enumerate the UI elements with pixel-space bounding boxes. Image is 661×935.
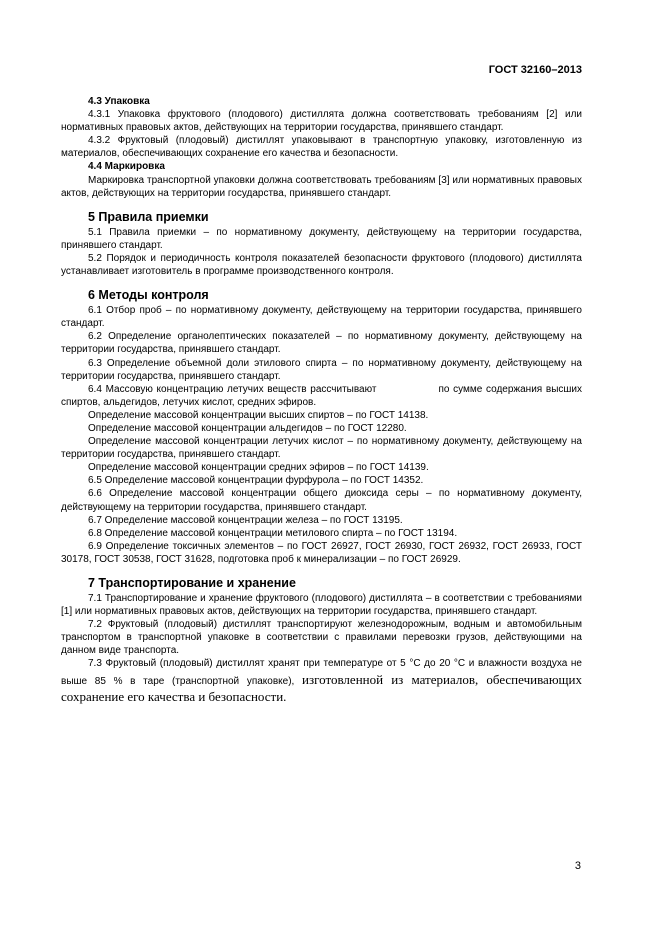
paragraph-6-4-part-b: по сумме содержания высших спиртов, альдегидов, летучих кислот, средних эфиров. bbox=[61, 383, 582, 408]
paragraph-6-9: 6.9 Определение токсичных элементов – по ГОСТ 26927, ГОСТ 26930, ГОСТ 26932, ГОСТ 26933, ГОСТ 30178, ГОСТ 30538, ГОСТ 31628, подготовка проб к минерализации – по ГОСТ 26929. bbox=[61, 540, 582, 565]
paragraph-5-1: 5.1 Правила приемки – по нормативному документу, действующему на территории государства, принявшего стандарт. bbox=[61, 226, 582, 251]
paragraph-4-3-2: 4.3.2 Фруктовый (плодовый) дистиллят упаковывают в транспортную упаковку, изготовленную из материалов, обеспечивающих сохранение его качества и безопасности. bbox=[61, 135, 582, 160]
paragraph-7-3-part-a: 7.3 Фруктовый (плодовый) дистиллят хранят при температуре от 5 °С до 20 °С и влажности воздуха не выше 85 % в таре (транспортной упаковке), bbox=[61, 658, 582, 687]
paragraph-higher-alcohols: Определение массовой концентрации высших спиртов – по ГОСТ 14138. bbox=[88, 409, 429, 421]
paragraph-7-3 bbox=[61, 657, 582, 704]
section-heading-6: 6 Методы контроля bbox=[88, 288, 209, 303]
paragraph-6-6: 6.6 Определение массовой концентрации общего диоксида серы – по нормативному документу, действующему на территории государства, принявшего стандарт. bbox=[61, 488, 582, 513]
paragraph-aldehydes: Определение массовой концентрации альдегидов – по ГОСТ 12280. bbox=[88, 422, 407, 434]
paragraph-6-3: 6.3 Определение объемной доли этилового спирта – по нормативному документу, действующему на территории государства, принявшего стандарт. bbox=[61, 357, 582, 382]
paragraph-4-3-1: 4.3.1 Упаковка фруктового (плодового) дистиллята должна соответствовать требованиям [2] или нормативных правовых актов, действующих на территории государства, принявшего стандарт. bbox=[61, 109, 582, 134]
document-code-header: ГОСТ 32160–2013 bbox=[488, 64, 582, 76]
paragraph-6-5: 6.5 Определение массовой концентрации фурфурола – по ГОСТ 14352. bbox=[88, 475, 424, 487]
paragraph-4-4: Маркировка транспортной упаковки должна соответствовать требованиям [3] или нормативных правовых актов, действующих на территории государства, принявшего стандарт. bbox=[61, 174, 582, 199]
paragraph-6-4 bbox=[61, 383, 582, 409]
paragraph-7-1: 7.1 Транспортирование и хранение фруктового (плодового) дистиллята – в соответствии с требованиями [1] или нормативных правовых актов, действующих на территории государства, принявшего стандарт. bbox=[61, 593, 582, 618]
document-body bbox=[61, 95, 582, 705]
section-heading-7: 7 Транспортирование и хранение bbox=[88, 576, 296, 590]
section-heading-5: 5 Правила приемки bbox=[88, 209, 209, 224]
paragraph-6-4-part-a: 6.4 Массовую концентрацию летучих веществ рассчитывают bbox=[88, 383, 377, 395]
paragraph-esters: Определение массовой концентрации средних эфиров – по ГОСТ 14139. bbox=[88, 462, 429, 474]
paragraph-6-8: 6.8 Определение массовой концентрации метилового спирта – по ГОСТ 13194. bbox=[88, 527, 458, 539]
paragraph-5-2: 5.2 Порядок и периодичность контроля показателей безопасности фруктового (плодового) дистиллята устанавливает изготовитель в программе производственного контроля. bbox=[61, 252, 582, 278]
paragraph-6-1: 6.1 Отбор проб – по нормативному документу, действующему на территории государства, принявшего стандарт. bbox=[61, 305, 582, 330]
paragraph-6-2: 6.2 Определение органолептических показателей – по нормативному документу, действующему на территории государства, принявшего стандарт. bbox=[61, 331, 582, 356]
paragraph-7-2: 7.2 Фруктовый (плодовый) дистиллят транспортируют железнодорожным, водным и автомобильным транспортом в транспортной упаковке в соответствии с правилами перевозки грузов, действующими на данном виде транспорта. bbox=[61, 619, 582, 657]
subsection-heading-4-4: 4.4 Маркировка bbox=[88, 161, 165, 173]
subsection-heading-4-3: 4.3 Упаковка bbox=[88, 96, 150, 107]
paragraph-7-3-part-b: изготовленной из материалов, обеспечивающих сохранение его качества и безопасности. bbox=[61, 671, 583, 704]
page-number: 3 bbox=[574, 860, 581, 872]
paragraph-6-7: 6.7 Определение массовой концентрации железа – по ГОСТ 13195. bbox=[88, 514, 403, 526]
paragraph-volatile-acids: Определение массовой концентрации летучих кислот – по нормативному документу, действующему на территории государства, принявшего стандарт. bbox=[61, 436, 582, 461]
